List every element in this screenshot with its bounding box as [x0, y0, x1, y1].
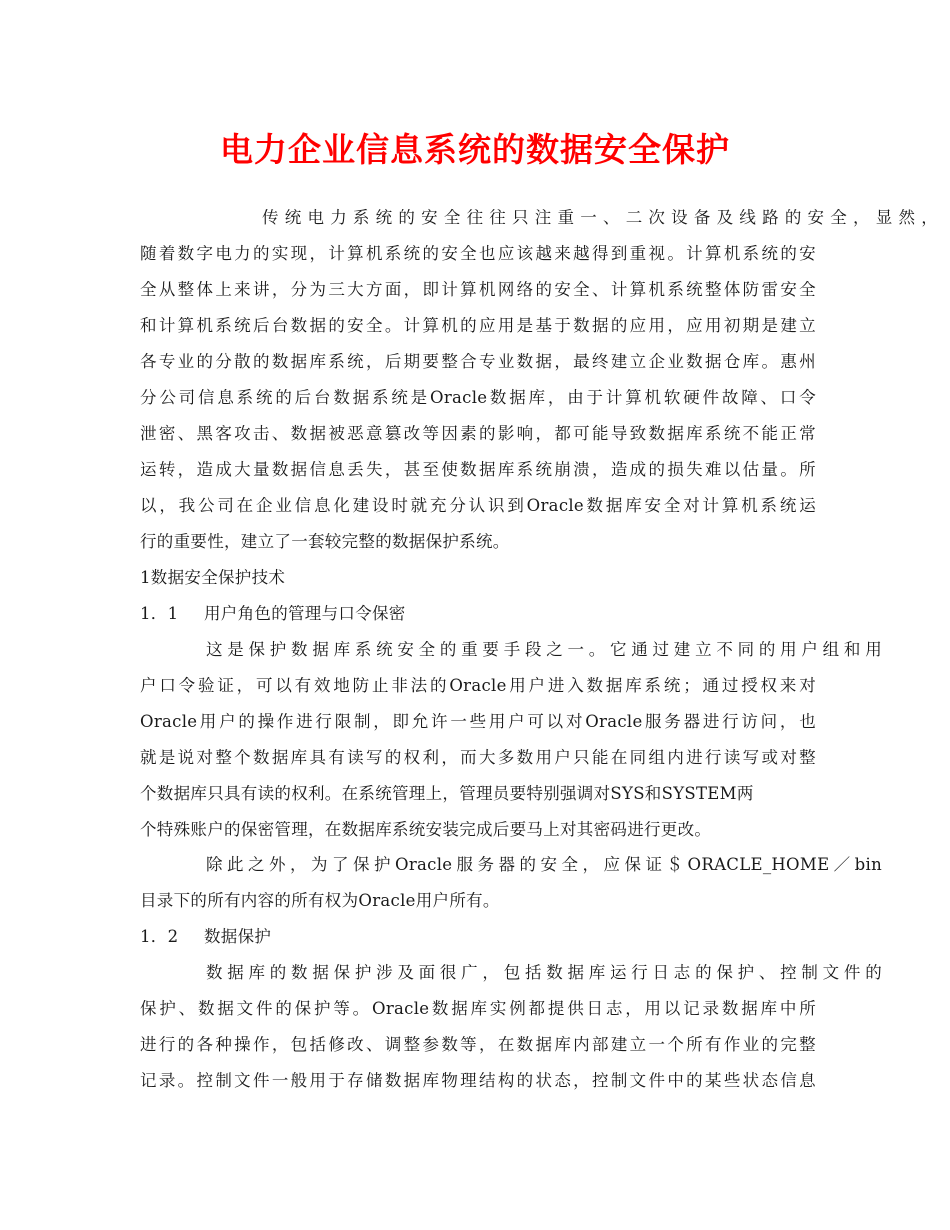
intro-line: 分公司信息系统的后台数据系统是Oracle数据库，由于计算机软硬件故障、口令 — [140, 388, 816, 407]
subsection-title: 用户角色的管理与口令保密 — [204, 604, 406, 623]
intro-line: 行的重要性，建立了一套较完整的数据保护系统。 — [140, 532, 510, 551]
intro-line: 运转，造成大量数据信息丢失，甚至使数据库系统崩溃，造成的损失难以估量。所 — [140, 460, 816, 479]
intro-line: 以，我公司在企业信息化建设时就充分认识到Oracle数据库安全对计算机系统运 — [140, 496, 816, 515]
body-line: 目录下的所有内容的所有权为Oracle用户所有。 — [140, 891, 500, 910]
body-line: 保护、数据文件的保护等。Oracle数据库实例都提供日志，用以记录数据库中所 — [140, 999, 816, 1018]
intro-line: 全从整体上来讲，分为三大方面，即计算机网络的安全、计算机系统整体防雷安全 — [140, 280, 816, 299]
body-line: 户口令验证，可以有效地防止非法的Oracle用户进入数据库系统；通过授权来对 — [140, 676, 816, 695]
intro-line: 各专业的分散的数据库系统，后期要整合专业数据，最终建立企业数据仓库。惠州 — [140, 352, 816, 371]
intro-line: 传统电力系统的安全往往只注重一、二次设备及线路的安全，显然， — [262, 208, 938, 227]
body-line: 就是说对整个数据库具有读写的权利，而大多数用户只能在同组内进行读写或对整 — [140, 748, 816, 767]
body-line: 个特殊账户的保密管理，在数据库系统安装完成后要马上对其密码进行更改。 — [140, 820, 712, 839]
body-line: 数据库的数据保护涉及面很广，包括数据库运行日志的保护、控制文件的 — [206, 963, 882, 982]
body-line: 个数据库只具有读的权利。在系统管理上，管理员要特别强调对SYS和SYSTEM两 — [140, 784, 754, 803]
body-line: 这是保护数据库系统安全的重要手段之一。它通过建立不同的用户组和用 — [206, 640, 882, 659]
body-line: 记录。控制文件一般用于存储数据库物理结构的状态，控制文件中的某些状态信息 — [140, 1071, 816, 1090]
subsection-heading — [140, 926, 271, 948]
body-line: 除此之外，为了保护Oracle服务器的安全，应保证＄ORACLE_HOME／bin — [206, 855, 882, 874]
subsection-title: 数据保护 — [204, 927, 272, 946]
intro-line: 随着数字电力的实现，计算机系统的安全也应该越来越得到重视。计算机系统的安 — [140, 244, 816, 263]
subsection-number: 1．1 — [140, 604, 179, 623]
subsection-heading — [140, 603, 406, 625]
body-line: Oracle用户的操作进行限制，即允许一些用户可以对Oracle服务器进行访问，也 — [140, 712, 816, 731]
intro-line: 和计算机系统后台数据的安全。计算机的应用是基于数据的应用，应用初期是建立 — [140, 316, 816, 335]
subsection-number: 1．2 — [140, 927, 179, 946]
intro-line: 泄密、黑客攻击、数据被恶意篡改等因素的影响，都可能导致数据库系统不能正常 — [140, 424, 816, 443]
document-title: 电力企业信息系统的数据安全保护 — [220, 130, 730, 169]
body-line: 进行的各种操作，包括修改、调整参数等，在数据库内部建立一个所有作业的完整 — [140, 1035, 816, 1054]
section-heading: 1数据安全保护技术 — [140, 568, 286, 587]
